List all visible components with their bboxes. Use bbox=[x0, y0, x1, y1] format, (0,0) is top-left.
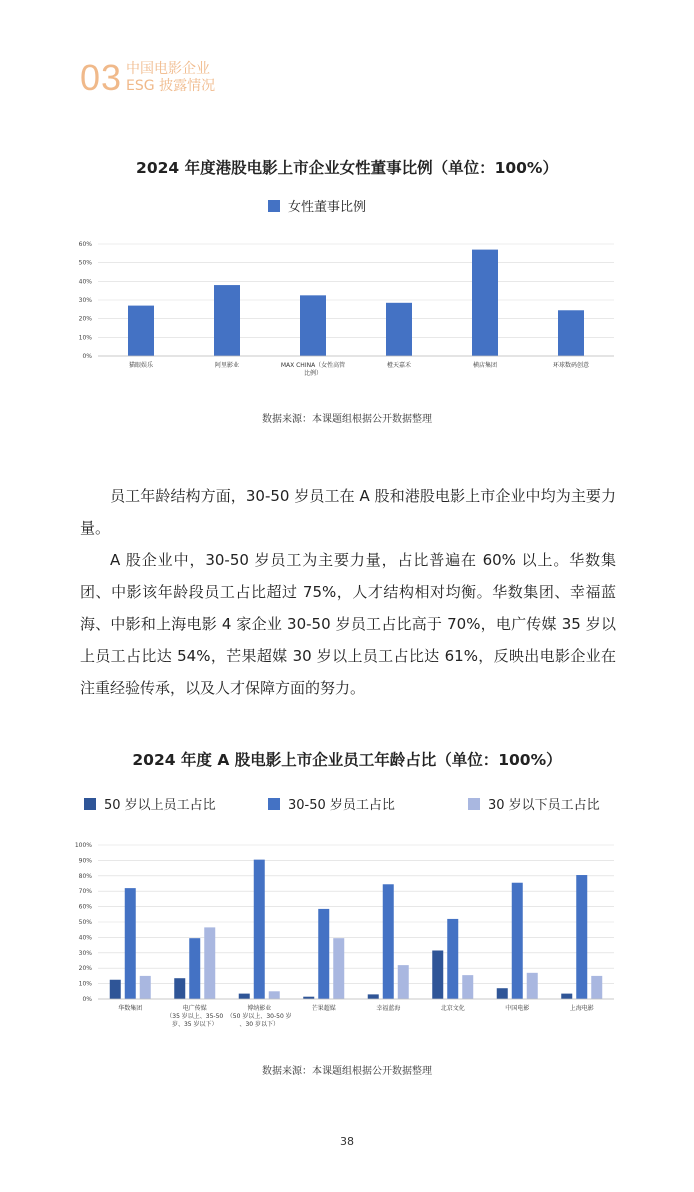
chart2-bar bbox=[447, 919, 458, 999]
chart2-ytick-label: 10% bbox=[78, 980, 92, 988]
chart2-category-label: 芒果超媒 bbox=[311, 1005, 336, 1012]
chart2-category-label: 岁、35 岁以下） bbox=[171, 1021, 218, 1028]
chart2-bar bbox=[512, 883, 523, 999]
section-title-line1: 中国电影企业 bbox=[126, 61, 211, 77]
chart1-category-label: 猫眼娱乐 bbox=[128, 362, 154, 369]
chart2-ytick-label: 100% bbox=[74, 842, 92, 849]
chart2-category-label: 幸福蓝海 bbox=[376, 1005, 401, 1012]
chart2-category-label: （50 岁以上、30-50 岁 bbox=[226, 1013, 292, 1020]
chart2-category-label: 中国电影 bbox=[505, 1005, 530, 1012]
chart2-ytick-label: 80% bbox=[78, 872, 92, 880]
chart2-category-label: 博纳影业 bbox=[247, 1005, 272, 1012]
section-number: 03 bbox=[80, 57, 123, 98]
chart2-bar bbox=[576, 875, 587, 999]
chart2-bar bbox=[318, 909, 329, 999]
chart2-bar bbox=[561, 994, 572, 999]
chart2-category-label: （35 岁以上、35-50 bbox=[166, 1013, 224, 1020]
chart1-category-label: 横店集团 bbox=[472, 362, 498, 369]
chart2-bar bbox=[383, 884, 394, 999]
chart2-bar bbox=[398, 965, 409, 999]
chart2-category-label: 华数集团 bbox=[118, 1005, 143, 1012]
chart1-category-label: MAX CHINA（女性高管 bbox=[280, 362, 346, 369]
chart2-ytick-label: 40% bbox=[78, 934, 92, 942]
paragraph-1: 员工年龄结构方面，30-50 岁员工在 A 股和港股电影上市企业中均为主要力量。 bbox=[80, 487, 616, 537]
chart1-ytick-label: 40% bbox=[78, 278, 92, 286]
chart1-ytick-label: 0% bbox=[82, 353, 92, 360]
chart2-ytick-label: 50% bbox=[78, 919, 92, 926]
chart2-legend-label-1: 50 岁以上员工占比 bbox=[104, 798, 216, 813]
chart2-bar bbox=[239, 994, 250, 999]
chart2-bar bbox=[269, 991, 280, 999]
chart1-category-label: 橙天嘉禾 bbox=[386, 362, 412, 369]
chart2-bar bbox=[432, 950, 443, 999]
chart1-category-label: 比例） bbox=[303, 370, 323, 377]
chart2-source: 数据来源：本课题组根据公开数据整理 bbox=[262, 1066, 432, 1077]
chart2-ytick-label: 90% bbox=[78, 857, 92, 865]
chart2-ytick-label: 60% bbox=[78, 903, 92, 911]
chart2-category-label: 北京文化 bbox=[440, 1005, 465, 1012]
chart1-source: 数据来源：本课题组根据公开数据整理 bbox=[262, 414, 432, 425]
chart2-bar bbox=[189, 938, 200, 999]
chart2-bar bbox=[527, 973, 538, 999]
chart2-ytick-label: 70% bbox=[78, 888, 92, 896]
paragraph-2: A 股企业中，30-50 岁员工为主要力量，占比普遍在 60% 以上。华数集团、中影该年龄段员工占比超过 75%，人才结构相对均衡。华数集团、幸福蓝海、中影和上海电影 4 家企业 30-50 岁员工占比高于 70%，电广传媒 35 岁以上员工占比达 54%，芒果超媒 30 岁以上员工占比达 61%，反映出电影企业在注重经验传承，以及人才保障方面的努力。 bbox=[80, 551, 616, 697]
chart2-bar bbox=[368, 994, 379, 999]
chart2-bar bbox=[333, 938, 344, 999]
chart2-bar bbox=[254, 860, 265, 999]
chart2-ytick-label: 30% bbox=[78, 949, 92, 957]
chart1-ytick-label: 30% bbox=[78, 297, 92, 304]
chart2-legend-label-3: 30 岁以下员工占比 bbox=[488, 798, 600, 813]
chart2-bar bbox=[125, 888, 136, 999]
chart2-bar bbox=[110, 980, 121, 999]
chart1-title: 2024 年度港股电影上市企业女性董事比例（单位：100%） bbox=[136, 159, 558, 177]
chart2-bar bbox=[204, 927, 215, 999]
chart2-bar bbox=[591, 976, 602, 999]
chart1-category-label: 环球数码创意 bbox=[552, 362, 590, 369]
chart2-ytick-label: 0% bbox=[82, 996, 92, 1003]
chart1-ytick-label: 50% bbox=[78, 259, 92, 267]
chart2-bar bbox=[140, 976, 151, 999]
page-number: 38 bbox=[340, 1135, 354, 1148]
chart1-category-label: 阿里影业 bbox=[214, 362, 240, 369]
chart2-category-label: 、30 岁以下） bbox=[239, 1021, 280, 1028]
chart1-ytick-label: 60% bbox=[78, 241, 92, 248]
chart2-bar bbox=[462, 975, 473, 999]
chart2-bar bbox=[497, 988, 508, 999]
chart1-ytick-label: 10% bbox=[78, 334, 92, 342]
chart2-title: 2024 年度 A 股电影上市企业员工年龄占比（单位：100%） bbox=[132, 751, 562, 769]
section-title-line2: ESG 披露情况 bbox=[126, 78, 216, 94]
chart2-legend-label-2: 30-50 岁员工占比 bbox=[288, 798, 395, 813]
chart1-legend-label: 女性董事比例 bbox=[288, 200, 367, 215]
chart2-ytick-label: 20% bbox=[78, 965, 92, 973]
chart1-ytick-label: 20% bbox=[78, 315, 92, 323]
chart2-category-label: 电广传媒 bbox=[182, 1005, 207, 1012]
chart2-category-label: 上海电影 bbox=[569, 1005, 594, 1012]
chart2-bar bbox=[174, 978, 185, 999]
